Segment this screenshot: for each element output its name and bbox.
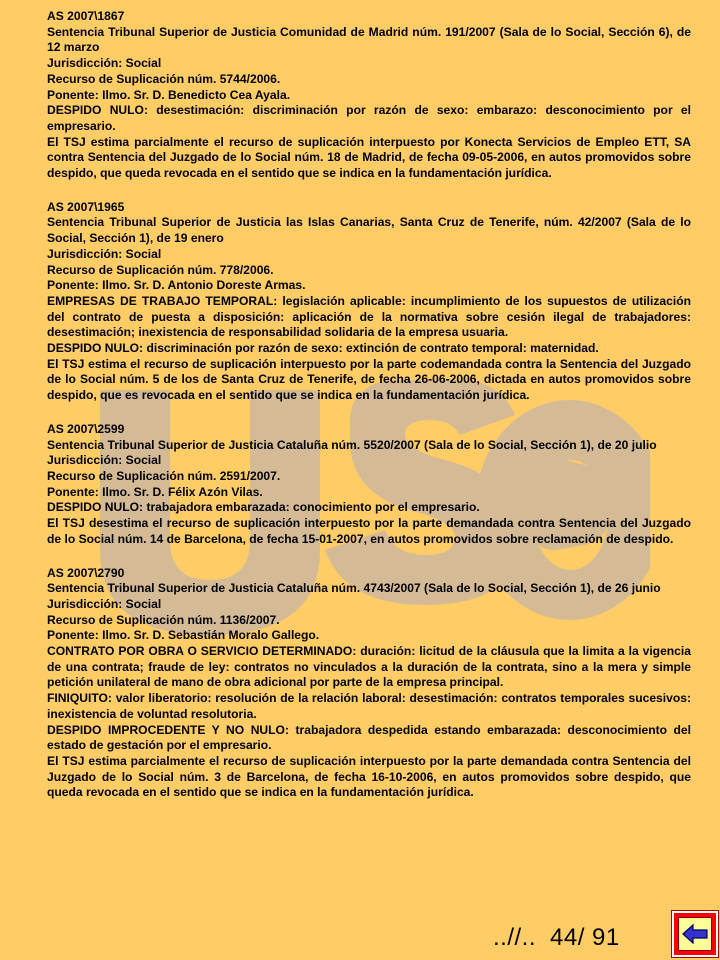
case-reference: AS 2007\1965: [47, 199, 125, 214]
jurisdiction: Jurisdicción: Social: [47, 596, 162, 611]
case-summary: El TSJ estima parcialmente el recurso de suplicación interpuesto por la parte demandada contra Sentencia del Juzgado de lo Social núm. 3 de Barcelona, de fecha 16-10-2006, en autos promovidos sobre despido, que queda revocada en el sentido que se indica en la fundamentación jurídica.: [47, 753, 691, 800]
case-entry-4: [47, 566, 691, 802]
jurisdiction: Jurisdicción: Social: [47, 56, 162, 71]
case-entry-1: [47, 9, 691, 182]
ponente: Ponente: Ilmo. Sr. D. Félix Azón Vilas.: [47, 484, 263, 499]
back-button[interactable]: [672, 911, 718, 957]
case-summary: El TSJ estima el recurso de suplicación interpuesto por la parte codemandada contra la Sentencia del Juzgado de lo Social núm. 5 de los de Santa Cruz de Tenerife, de fecha 26-06-2006, dictada en autos promovidos sobre despido, que es revocada en el sentido que se indica en la fundamentación jurídica.: [47, 356, 691, 403]
ponente: Ponente: Ilmo. Sr. D. Antonio Doreste Armas.: [47, 278, 306, 293]
page-number: 44/ 91: [550, 924, 620, 951]
continuation-mark: ..//..: [493, 924, 537, 951]
ponente: Ponente: Ilmo. Sr. D. Benedicto Cea Ayala.: [47, 87, 291, 102]
case-entry-2: [47, 200, 691, 404]
court-ruling: Sentencia Tribunal Superior de Justicia Cataluña núm. 5520/2007 (Sala de lo Social, Sección 1), de 20 julio: [47, 437, 657, 452]
court-ruling: Sentencia Tribunal Superior de Justicia las Islas Canarias, Santa Cruz de Tenerife, núm. 42/2007 (Sala de lo Social, Sección 1), de 19 enero: [47, 215, 691, 246]
topic: EMPRESAS DE TRABAJO TEMPORAL: legislación aplicable: incumplimiento de los supuestos de utilización del contrato de puesta a disposición: aplicación de la normativa sobre cesión ilegal de trabajadores: desestimación; inexistencia de responsabilidad solidaria de la empresa usuaria.: [47, 293, 691, 340]
appeal-number: Recurso de Suplicación núm. 2591/2007.: [47, 468, 281, 483]
appeal-number: Recurso de Suplicación núm. 1136/2007.: [47, 612, 280, 627]
jurisdiction: Jurisdicción: Social: [47, 246, 162, 261]
ponente: Ponente: Ilmo. Sr. D. Sebastián Moralo Gallego.: [47, 628, 320, 643]
topic: DESPIDO NULO: discriminación por razón de sexo: extinción de contrato temporal: maternidad.: [47, 341, 599, 356]
court-ruling: Sentencia Tribunal Superior de Justicia Cataluña núm. 4743/2007 (Sala de lo Social, Sección 1), de 26 junio: [47, 581, 661, 596]
case-reference: AS 2007\2790: [47, 565, 125, 580]
topic: DESPIDO NULO: desestimación: discriminación por razón de sexo: embarazo: desconocimiento por el empresario.: [47, 103, 691, 133]
case-reference: AS 2007\2599: [47, 421, 125, 436]
case-summary: El TSJ desestima el recurso de suplicación interpuesto por la parte demandada contra Sentencia del Juzgado de lo Social núm. 14 de Barcelona, de fecha 15-01-2007, en autos promovidos sobre reclamación de despido.: [47, 516, 691, 546]
topic: CONTRATO POR OBRA O SERVICIO DETERMINADO: duración: licitud de la cláusula que la limita a la vigencia de una contrata; fraude de ley: contratos no vinculados a la duración de la contrata, sino a la mera y simple petición unilateral de mano de obra adicional por parte de la empresa principal.: [47, 644, 691, 690]
case-entry-3: [47, 422, 691, 548]
appeal-number: Recurso de Suplicación núm. 5744/2006.: [47, 71, 281, 86]
back-button-face[interactable]: [678, 917, 712, 951]
topic: DESPIDO NULO: trabajadora embarazada: conocimiento por el empresario.: [47, 500, 480, 515]
topic: DESPIDO IMPROCEDENTE Y NO NULO: trabajadora despedida estando embarazada: desconocimiento del estado de gestación por el empresario.: [47, 722, 691, 753]
case-summary: El TSJ estima parcialmente el recurso de suplicación interpuesto por Konecta Servicios de Empleo ETT, SA contra Sentencia del Juzgado de lo Social núm. 18 de Madrid, de fecha 09-05-2006, en autos promovidos sobre despido, que queda revocada en el sentido que se indica en la fundamentación jurídica.: [47, 134, 691, 181]
case-reference: AS 2007\1867: [47, 9, 125, 23]
court-ruling: Sentencia Tribunal Superior de Justicia Comunidad de Madrid núm. 191/2007 (Sala de lo Social, Sección 6), de 12 marzo: [47, 24, 691, 55]
appeal-number: Recurso de Suplicación núm. 778/2006.: [47, 262, 274, 277]
jurisdiction: Jurisdicción: Social: [47, 453, 162, 468]
topic: FINIQUITO: valor liberatorio: resolución de la relación laboral: desestimación: contratos temporales sucesivos: inexistencia de voluntad resolutoria.: [47, 691, 691, 721]
arrow-left-icon: [682, 923, 708, 945]
page-footer: [493, 924, 620, 952]
